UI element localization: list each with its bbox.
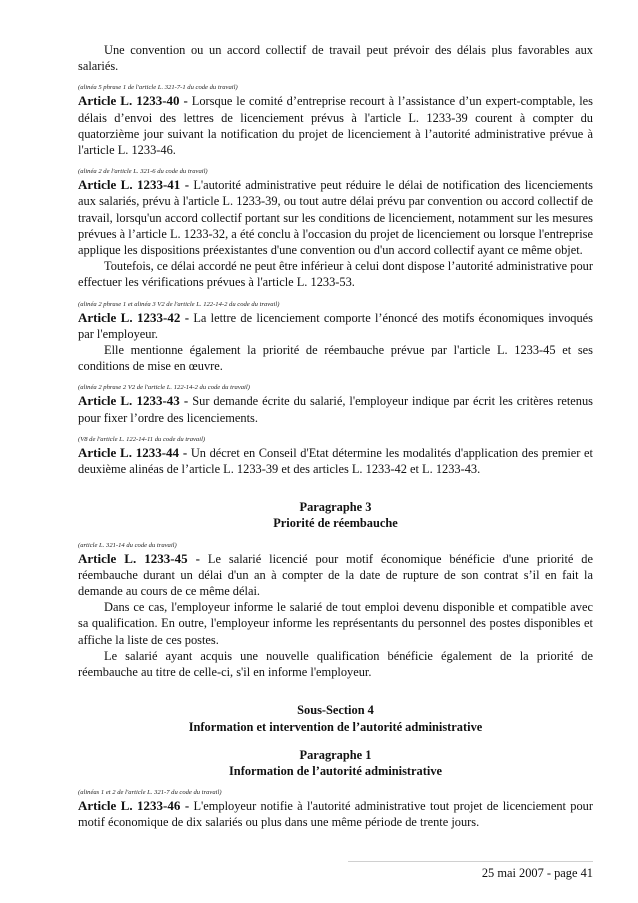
article-source-note: (article L. 321-14 du code du travail) [78, 541, 177, 549]
article-continuation [78, 648, 593, 680]
article-text: Dans ce cas, l'employeur informe le salarié de tout emploi devenu disponible et compatible avec sa qualification. En outre, l'employeur informe les représentants du personnel des postes disponibles et affiche la liste de ces postes. [78, 600, 593, 647]
article-label: Article L. 1233-43 - [78, 393, 189, 409]
article-text: L'autorité administrative peut réduire le délai de notification des licenciements aux salariés, prévu à l'article L. 1233-39, ou tout autre délai prévu par convention ou accord collectif de travail, lorsqu'un accord collectif portant sur les conditions de licenciement, notamment sur les mesures prévues à l’article L. 1233-32, a été conclu à l'occasion du projet de licenciement ou lorsque l'entreprise applique les dispositions préexistantes d'une convention ou d'un accord collectif ayant ce même objet. [78, 178, 593, 258]
heading-sous-section-4: Sous-Section 4 [297, 703, 374, 718]
articles-section-3 [78, 788, 593, 830]
footer-divider [348, 861, 593, 862]
article-source-note: (alinéa 2 phrase 1 et alinéa 3 V2 de l'article L. 122-14-2 du code du travail) [78, 300, 280, 308]
article-source-note: (V8 de l'article L. 122-14-11 du code du travail) [78, 435, 206, 443]
article-source-note: (alinéa 2 phrase 2 V2 de l'article L. 122-14-2 du code du travail) [78, 384, 250, 392]
article-text: Un décret en Conseil d'Etat détermine les modalités d'application des premier et deuxième alinéas de l’article L. 1233-39 et des articles L. 1233-42 et L. 1233-43. [78, 445, 593, 477]
intro-paragraph: Une convention ou un accord collectif de travail peut prévoir des délais plus favorables aux salariés. [78, 43, 593, 74]
article-continuation [78, 342, 593, 374]
article-label: Article L. 1233-42 - [78, 309, 190, 325]
article-text: Le salarié licencié pour motif économique bénéficie d'une priorité de réembauche durant un délai d'un an à compter de la date de rupture de son contrat s’il en fait la demande au cours de ce même délai. [78, 551, 593, 599]
article-paragraph [78, 310, 593, 342]
article-text: La lettre de licenciement comporte l’énoncé des motifs économiques invoqués par l'employeur. [78, 310, 593, 341]
article-paragraph [78, 551, 593, 600]
article-source-note: (alinéa 5 phrase 1 de l'article L. 321-7-1 du code du travail) [78, 84, 238, 92]
article-label: Article L. 1233-45 - [78, 550, 201, 566]
article-paragraph [78, 445, 593, 477]
article-source-note: (alinéas 1 et 2 de l'article L. 321-7 du code du travail) [78, 789, 222, 797]
article-text: L'employeur notifie à l'autorité administrative tout projet de licenciement pour motif économique de dix salariés ou plus dans une même période de trente jours. [78, 799, 593, 830]
document-page [78, 42, 593, 831]
page-footer: 25 mai 2007 - page 41 [481, 866, 593, 880]
article-text: Sur demande écrite du salarié, l'employeur indique par écrit les critères retenus pour fixer l’ordre des licenciements. [78, 394, 593, 425]
article-text: Le salarié ayant acquis une nouvelle qualification bénéficie également de la priorité de réembauche au titre de celle-ci, s'il en informe l'employeur. [78, 648, 593, 680]
article-source-note: (alinéa 2 de l'article L. 321-6 du code du travail) [78, 168, 208, 176]
article-label: Article L. 1233-41 - [78, 177, 190, 193]
article-continuation [78, 599, 593, 648]
articles-section-1 [78, 83, 593, 477]
article-text: Toutefois, ce délai accordé ne peut être inférieur à celui dont dispose l’autorité administrative pour effectuer les vérifications prévues à l'article L. 1233-53. [78, 259, 593, 290]
article-label: Article L. 1233-40 - [78, 93, 188, 109]
heading-information-autorite: Information de l’autorité administrative [228, 763, 443, 778]
article-paragraph [78, 177, 593, 258]
article-text: Lorsque le comité d’entreprise recourt à l’assistance d’un expert-comptable, les délais d’envoi des lettres de licenciement prévus à l'article L. 1233-39 courent à compter du quatorzième jour suivant la notification du projet de licenciement à l’autorité administrative prévue à l'article L. 1233-46. [78, 94, 593, 158]
article-paragraph [78, 93, 593, 158]
heading-paragraphe-1: Paragraphe 1 [299, 747, 372, 762]
article-paragraph [78, 798, 593, 830]
article-paragraph [78, 393, 593, 425]
article-label: Article L. 1233-44 - [78, 444, 188, 460]
articles-section-2 [78, 541, 593, 681]
article-label: Article L. 1233-46 - [78, 798, 190, 814]
heading-priorite-reembauche: Priorité de réembauche [273, 516, 398, 531]
article-text: Elle mentionne également la priorité de réembauche prévue par l'article L. 1233-45 et ses conditions de mise en œuvre. [78, 343, 593, 374]
article-continuation [78, 258, 593, 290]
heading-information-intervention: Information et intervention de l’autorité administrative [188, 719, 483, 734]
heading-paragraphe-3: Paragraphe 3 [299, 500, 372, 515]
